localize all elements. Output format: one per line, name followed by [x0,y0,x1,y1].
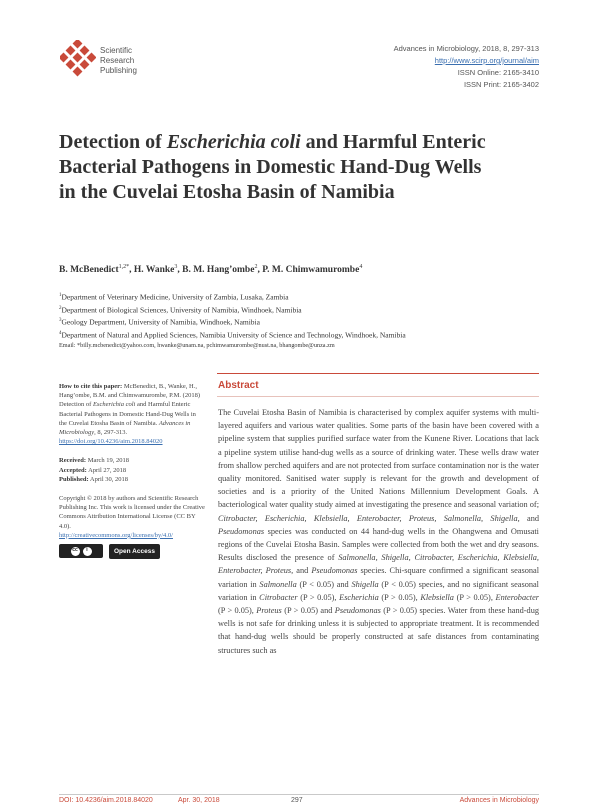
journal-info [394,43,539,91]
scirp-logo-icon [60,40,96,78]
publisher-logo [60,40,160,84]
abstract-italic: Shigella [351,579,379,589]
abstract-italic: Salmonella [259,579,297,589]
how-to-cite-text-2: and Harmful Enteric Bacterial Pathogens in Domestic Hand-Dug Wells in the Cuvelai Etosha Basin of Namibia. [59,401,196,427]
how-to-cite-label: How to cite this paper: [59,383,123,390]
footer-rule [59,794,539,795]
abstract-text: species. Chi-square confirmed a significant seasonal variation in [218,566,540,589]
publisher-line-2: Research [100,56,135,65]
cc-icon: cc [71,547,80,556]
journal-citation: Advances in Microbiology, 2018, 8, 297-313 [393,44,539,53]
abstract-italic: Salmonella, Shigella, Citrobacter, Escherichia, Klebsiella, Enterobacter, Proteus, [218,553,539,576]
abstract-italic: Citrobacter [259,592,298,602]
published-date [59,475,205,484]
abstract-italic: Pseudomonas [311,566,358,576]
copyright-block [59,494,205,559]
dates [59,456,205,484]
abstract-text: (P > 0.05), [218,606,254,616]
doi-link[interactable]: https://doi.org/10.4236/aim.2018.84020 [59,438,163,446]
accepted-label: Accepted: [59,466,87,474]
copyright-text: Copyright © 2018 by authors and Scientific Research Publishing Inc. This work is licensed under the Creative Commons Attribution International License (CC BY 4.0). [59,495,205,530]
publisher-line-3: Publishing [100,66,137,75]
affiliation-sup: 4 [59,330,62,336]
received-value: March 19, 2018 [87,457,130,465]
journal-url-link[interactable]: http://www.scirp.org/journal/aim [434,56,539,65]
abstract-text: (P > 0.05), [300,592,337,602]
abstract-top-rule [217,373,539,374]
affiliation-text: Department of Natural and Applied Sciences, Namibia University of Science and Technology, Windhoek, Namibia [61,330,406,339]
email-line: Email: *billy.mcbenedict@yahoo.com, hwanke@unam.na, pchimwamurombe@nust.na, bhangombe@unza.zm [59,342,335,349]
license-badges [59,544,205,559]
issn-print: ISSN Print: 2165-3402 [463,80,539,89]
how-to-cite [59,382,205,446]
author-list: B. McBenedict$^{1,2*}$, H. Wanke$^3$, B. M. Hang’ombe$^2$, P. M. Chimwamurombe$^4$ [59,264,363,276]
citation-sidebar [59,382,205,569]
affiliation-text: Department of Biological Sciences, University of Namibia, Windhoek, Namibia [61,305,302,314]
author-sup: 1,2* [118,264,130,270]
abstract-head-rule [217,396,539,397]
abstract-body [218,406,539,657]
title-part-2: and Harmful Enteric Bacterial Pathogens in Domestic Hand-Dug Wells in the Cuvelai Etosha Basin of Namibia [59,131,486,203]
footer-date: Apr. 30, 2018 [178,797,220,804]
received-label: Received: [59,457,87,465]
issn-online: ISSN Online: 2165-3410 [457,68,539,77]
received-date [59,456,205,465]
affiliation-sup: 2 [59,305,62,311]
by-icon: i [83,547,92,556]
affiliation [59,290,539,303]
abstract-text: (P < 0.05) species, and no significant seasonal variation in [218,579,539,602]
affiliation-text: Geology Department, University of Namibia, Windhoek, Namibia [61,317,260,327]
cc-by-badge[interactable] [59,544,103,558]
affiliation-sup: 1 [59,293,62,298]
abstract-heading: Abstract [218,380,259,391]
how-to-cite-text-3: , 8, 297-313. [94,429,128,437]
abstract-text: The Cuvelai Etosha Basin of Namibia is characterised by complex aquifer systems with multi-layered aquifers and various water qualities. Some parts of the basin have been covered with a pipeline system that supplies purified surface water from the Kunene River. Locations that lack a pipeline system utilise hand-dug wells as a source of drinking water. These wells draw water from shallow perched aquifers and are not protected from surface contamination nor is the water quality monitored. Sanitised water supply is relevant for the growth and development of societies and is a priority of the United Nations Millennium Development Goals. A bacteriological water quality study aimed at investigating the presence and seasonal variation of; [218,408,539,510]
affiliations [59,290,539,351]
accepted-value: April 27, 2018 [88,466,127,474]
affiliation-sup: 3 [59,318,62,323]
open-access-badge[interactable]: Open Access [109,544,160,559]
abstract-italic: Pseudomonas [218,526,265,536]
abstract-italic: Escherichia [339,592,379,602]
paper-title [59,130,499,205]
publisher-name [100,46,137,76]
how-to-cite-text: McBenedict, B., Wanke, H., Hang’ombe, B.M. and Chimwamurombe, P.M. (2018) Detection of [59,383,201,409]
abstract-text: and [527,513,539,523]
abstract-text: species was conducted on 44 hand-dug wells in the Ohangwena and Omusati regions of the Cuvelai Etosha Basin. Samples were collected from both the wet and dry seasons. Results disclosed the presence of [218,526,539,563]
published-label: Published: [59,475,89,483]
author-sup: 4 [359,264,363,270]
abstract-italic: Klebsiella [420,592,454,602]
license-link[interactable]: http://creativecommons.org/licenses/by/4.0/ [59,531,173,539]
title-italic: Escherichia coli [166,131,301,153]
abstract-italic: Citrobacter, Escherichia, Klebsiella, Enterobacter, Proteus, Salmonella, Shigella, [218,513,520,523]
author-name: P. M. Chimwamurombe [262,265,360,276]
abstract-text: and [296,566,309,576]
affiliation [59,303,539,316]
page-number: 297 [291,797,303,804]
abstract-text: (P < 0.05) and [299,579,349,589]
author-name: H. Wanke [133,265,175,276]
affiliation [59,315,539,328]
abstract-italic: Proteus [256,606,282,616]
abstract-text: (P > 0.05) species. Water from these hand-dug wells is not safe for drinking unless it is subjected to appropriate treatment. It is recommended that hand-dug wells should be properly constructed at safe distances from contaminating structures such as [218,606,539,655]
publisher-line-1: Scientific [100,46,133,55]
footer-journal: Advances in Microbiology [459,797,539,804]
how-to-cite-journal: Advances in Microbiology [59,419,191,437]
how-to-cite-italic: Escherichia coli [92,401,136,409]
author-name: B. M. Hang’ombe [182,265,255,276]
title-part-1: Detection of [59,131,167,153]
abstract-italic: Pseudomonas [334,606,381,616]
author-name: B. McBenedict [59,265,119,276]
abstract-text: (P > 0.05) and [284,606,333,616]
abstract-text: (P > 0.05), [456,592,493,602]
abstract-text: (P > 0.05), [381,592,418,602]
author-sup: 3 [174,264,178,270]
published-value: April 30, 2018 [89,475,129,483]
author-sup: 2 [254,264,258,270]
footer-doi: DOI: 10.4236/aim.2018.84020 [59,797,153,804]
accepted-date [59,466,205,475]
abstract-italic: Enterobacter [495,592,539,602]
affiliation [59,328,539,341]
affiliation-text: Department of Veterinary Medicine, University of Zambia, Lusaka, Zambia [61,292,289,302]
